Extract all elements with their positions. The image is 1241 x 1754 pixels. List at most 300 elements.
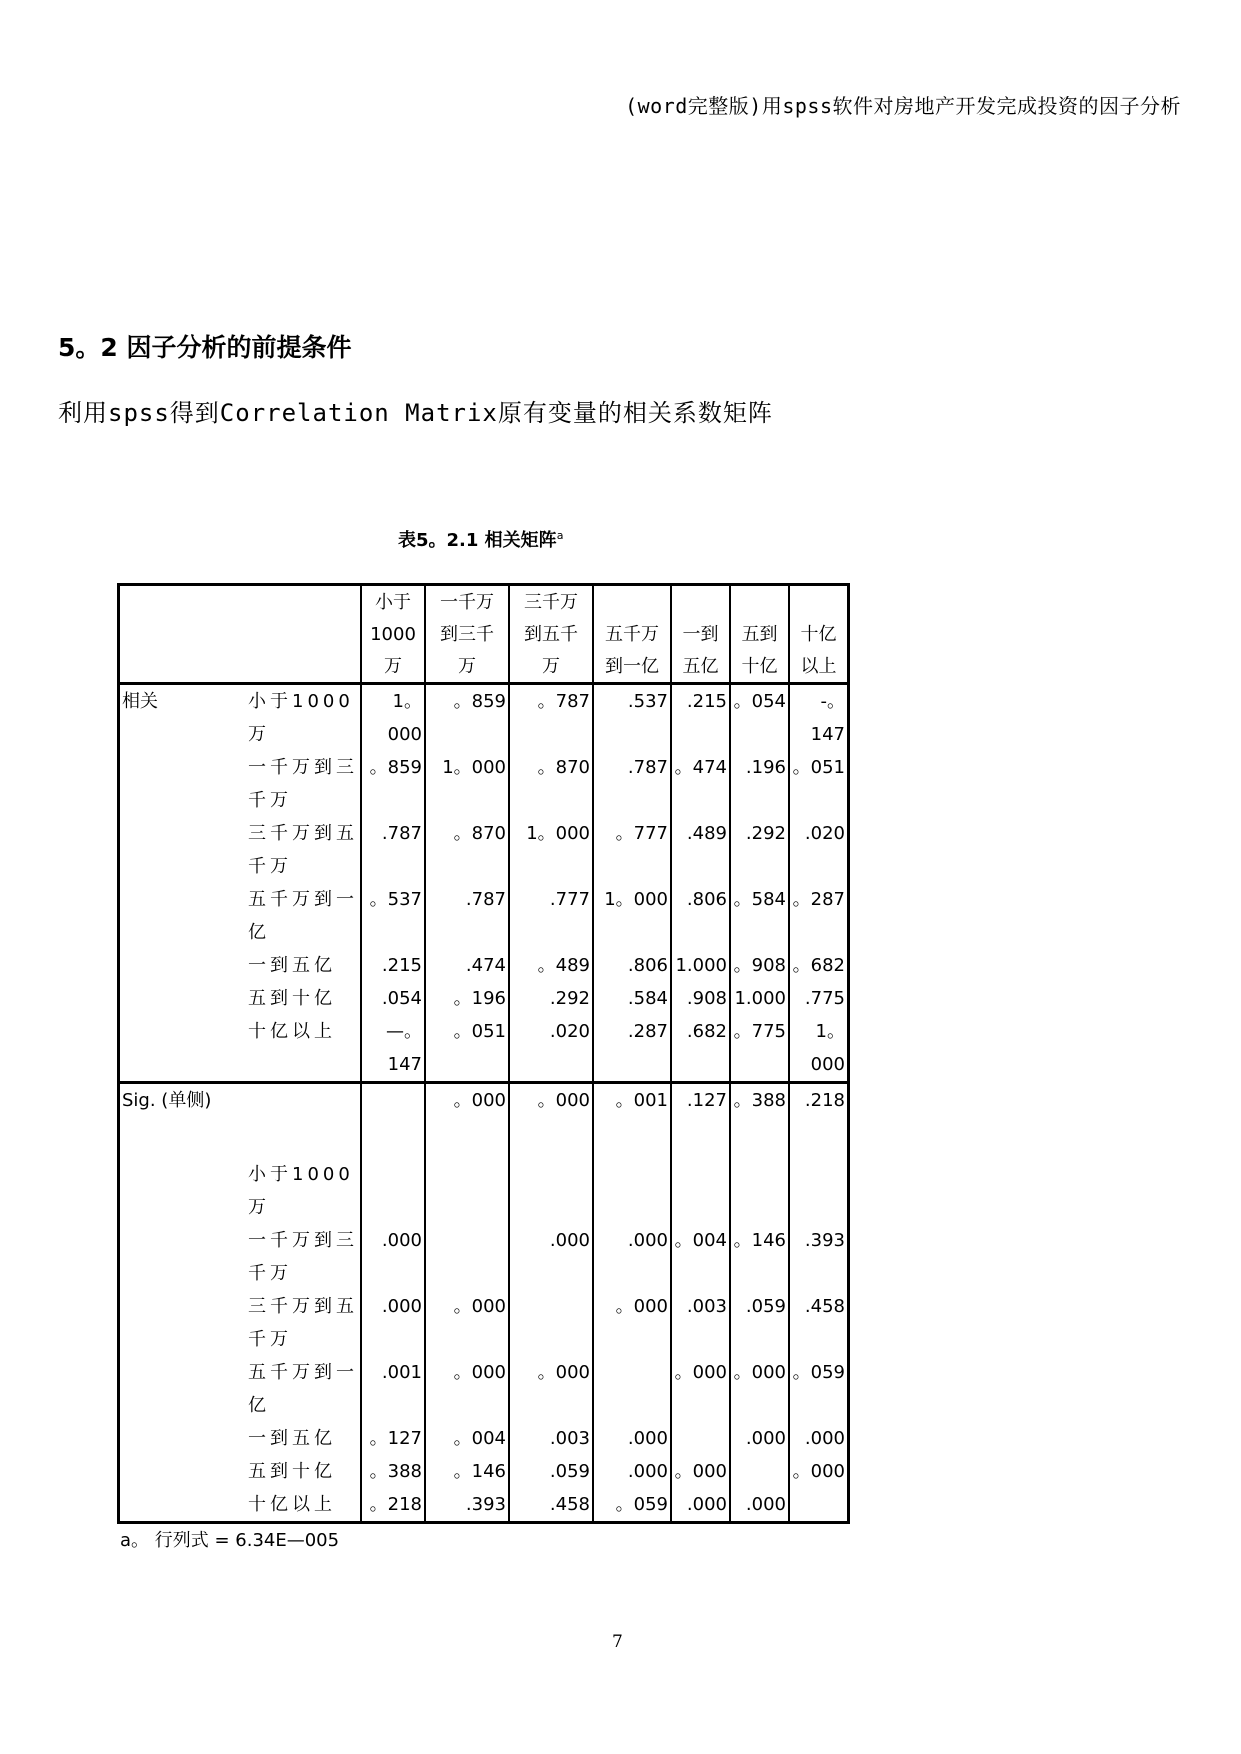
value-cell-text: .001: [381, 1362, 422, 1383]
value-cell: [425, 1356, 509, 1422]
value-cell-text: .775: [804, 988, 845, 1009]
value-cell: [671, 1158, 730, 1224]
value-cell-text: .127: [686, 1090, 727, 1111]
value-cell: [593, 949, 671, 982]
column-header-line: 万: [542, 656, 560, 677]
column-header-line: 五到: [741, 624, 778, 645]
row-group-label: [119, 684, 247, 752]
value-cell: [361, 1455, 425, 1488]
value-cell: [425, 1083, 509, 1159]
value-cell-text: 。287: [792, 889, 845, 910]
value-cell-text: 。000: [674, 1461, 727, 1482]
value-cell: [509, 751, 593, 817]
value-cell-text: 。054: [733, 691, 786, 712]
value-cell: [730, 949, 789, 982]
row-label: [246, 1356, 361, 1422]
value-cell: [789, 1455, 849, 1488]
row-label-text: 五千万到一: [248, 889, 358, 910]
value-cell: [425, 751, 509, 817]
value-cell: [361, 1356, 425, 1422]
column-header-line: 到五千: [524, 624, 578, 645]
value-cell: [593, 684, 671, 752]
column-header-line: [733, 586, 786, 618]
value-cell-text: 。127: [369, 1428, 422, 1449]
row-label: [246, 883, 361, 949]
value-cell: [671, 1083, 730, 1159]
row-label-text: 十亿以上: [248, 1021, 336, 1042]
caption-footnote-marker: a: [556, 529, 564, 542]
value-cell-text: .054: [381, 988, 422, 1009]
value-cell-text: .584: [627, 988, 668, 1009]
value-cell-text: 。004: [674, 1230, 727, 1251]
value-cell: [789, 1083, 849, 1159]
value-cell: [730, 1290, 789, 1356]
row-label: [246, 982, 361, 1015]
value-cell: [671, 1290, 730, 1356]
value-cell-text: 1。000: [526, 823, 590, 844]
value-cell-text: 。859: [453, 691, 506, 712]
value-cell-text: 。870: [453, 823, 506, 844]
section-title: 5。2 因子分析的前提条件: [58, 333, 352, 362]
table-row: [119, 1455, 849, 1488]
header-corner-cell: [119, 585, 247, 684]
table-row: [119, 1015, 849, 1083]
value-cell: [593, 751, 671, 817]
value-cell: [789, 1356, 849, 1422]
value-cell-text: .020: [549, 1021, 590, 1042]
value-cell-text: 1。000: [442, 757, 506, 778]
value-cell-text: 。489: [537, 955, 590, 976]
value-cell: [730, 1422, 789, 1455]
value-cell: [593, 1083, 671, 1159]
column-header: [425, 585, 509, 684]
row-label: [246, 684, 361, 752]
value-cell: [789, 1488, 849, 1523]
value-cell: [671, 684, 730, 752]
value-cell: [671, 1356, 730, 1422]
value-cell-text: .287: [627, 1021, 668, 1042]
value-cell-text: .787: [627, 757, 668, 778]
row-group-label: [119, 883, 247, 949]
value-cell-text: .682: [686, 1021, 727, 1042]
row-group-label-text: Sig. (单侧): [122, 1090, 212, 1111]
table-row: [119, 949, 849, 982]
value-cell-text: .000: [804, 1428, 845, 1449]
column-header-line: 十亿: [800, 624, 837, 645]
document-header: (word完整版)用spss软件对房地产开发完成投资的因子分析: [625, 94, 1181, 118]
value-cell-text: .787: [381, 823, 422, 844]
value-cell-text: .000: [549, 1230, 590, 1251]
value-cell: [425, 1455, 509, 1488]
value-cell: [789, 982, 849, 1015]
value-cell-text: 。584: [733, 889, 786, 910]
value-cell: [509, 817, 593, 883]
value-cell-text-line2: 147: [387, 1054, 422, 1075]
value-cell: [361, 1083, 425, 1159]
value-cell: [730, 982, 789, 1015]
correlation-matrix-table: [117, 583, 850, 1524]
value-cell: [509, 883, 593, 949]
value-cell-text: -。147: [810, 691, 845, 745]
value-cell-text: .215: [381, 955, 422, 976]
value-cell: [509, 1290, 593, 1356]
column-header-line: 十亿: [741, 656, 778, 677]
row-label-text-line2: 亿: [248, 922, 270, 943]
table-row: [119, 1488, 849, 1523]
value-cell-text: .908: [686, 988, 727, 1009]
value-cell-text: .000: [627, 1461, 668, 1482]
value-cell: [789, 1015, 849, 1083]
row-label-text-line2: 亿: [248, 1395, 270, 1416]
value-cell: [361, 1015, 425, 1083]
row-group-label: [119, 1083, 247, 1159]
value-cell: [789, 1224, 849, 1290]
value-cell-text: 。059: [792, 1362, 845, 1383]
value-cell-text: 。000: [453, 1090, 506, 1111]
row-label: [246, 1290, 361, 1356]
table-row: [119, 751, 849, 817]
row-group-label: [119, 1488, 247, 1523]
value-cell: [509, 1488, 593, 1523]
row-label-text: 一千万到三: [248, 1230, 358, 1251]
value-cell: [425, 684, 509, 752]
row-label: [246, 1488, 361, 1523]
row-label-text: 五千万到一: [248, 1362, 358, 1383]
value-cell: [425, 949, 509, 982]
value-cell-text: 。388: [733, 1090, 786, 1111]
value-cell: [593, 1488, 671, 1523]
value-cell-text: 。218: [369, 1494, 422, 1515]
value-cell-text: 。682: [792, 955, 845, 976]
value-cell: [789, 1290, 849, 1356]
value-cell-text: 。859: [369, 757, 422, 778]
value-cell-text: 1。000: [604, 889, 668, 910]
value-cell-text: 。777: [615, 823, 668, 844]
row-group-label: [119, 1455, 247, 1488]
value-cell: [425, 1422, 509, 1455]
value-cell: [593, 1224, 671, 1290]
table-row: [119, 1158, 849, 1224]
value-cell-text: .000: [381, 1230, 422, 1251]
value-cell-text: 。001: [615, 1090, 668, 1111]
value-cell-text: .458: [804, 1296, 845, 1317]
value-cell: [509, 1455, 593, 1488]
row-label-text: 一千万到三: [248, 757, 358, 778]
value-cell: [361, 1488, 425, 1523]
table-row: [119, 1083, 849, 1159]
row-label-text: 小于1000万: [248, 691, 354, 745]
value-cell-text: .806: [627, 955, 668, 976]
value-cell: [361, 684, 425, 752]
value-cell-text: .196: [745, 757, 786, 778]
value-cell: [509, 1422, 593, 1455]
value-cell: [593, 1158, 671, 1224]
value-cell-text: .000: [745, 1428, 786, 1449]
table-row: [119, 1356, 849, 1422]
header-corner-cell: [246, 585, 361, 684]
value-cell-text: 。146: [733, 1230, 786, 1251]
row-label: [246, 1083, 361, 1159]
page-number: 7: [612, 1632, 623, 1652]
row-group-label: [119, 1158, 247, 1224]
value-cell: [671, 1224, 730, 1290]
row-label: [246, 1158, 361, 1224]
value-cell-text: .000: [627, 1428, 668, 1449]
value-cell-text: 。000: [453, 1296, 506, 1317]
value-cell-text: .787: [465, 889, 506, 910]
column-header-line: 到一亿: [605, 656, 659, 677]
value-cell-text: .292: [745, 823, 786, 844]
value-cell-text: .393: [465, 1494, 506, 1515]
row-label-text-line2: 千万: [248, 1263, 292, 1284]
column-header-line: 一到: [682, 624, 719, 645]
value-cell: [425, 1158, 509, 1224]
value-cell: [361, 883, 425, 949]
row-label: [246, 949, 361, 982]
row-label: [246, 1015, 361, 1083]
table-caption: [398, 526, 563, 552]
value-cell-text: 。775: [733, 1021, 786, 1042]
value-cell: [730, 1158, 789, 1224]
value-cell: [509, 982, 593, 1015]
row-label-text: 五到十亿: [248, 1461, 336, 1482]
intro-paragraph: 利用spss得到Correlation Matrix原有变量的相关系数矩阵: [58, 399, 773, 427]
value-cell-text: .000: [686, 1494, 727, 1515]
row-label-text: 五到十亿: [248, 988, 336, 1009]
value-cell: [361, 1290, 425, 1356]
row-label: [246, 751, 361, 817]
table-header-row: [119, 585, 849, 684]
row-label: [246, 1455, 361, 1488]
row-label-text: 一到五亿: [248, 955, 336, 976]
value-cell: [671, 949, 730, 982]
table-row: [119, 1290, 849, 1356]
value-cell: [425, 982, 509, 1015]
column-header-line: 小于: [375, 592, 411, 613]
value-cell: [361, 1224, 425, 1290]
column-header: [730, 585, 789, 684]
row-group-label-text: 相关: [122, 691, 158, 712]
value-cell: [789, 684, 849, 752]
value-cell: [789, 883, 849, 949]
value-cell-text: .537: [627, 691, 668, 712]
table-row: [119, 1422, 849, 1455]
column-header-line: [792, 586, 845, 618]
value-cell-text: .020: [804, 823, 845, 844]
value-cell: [730, 1356, 789, 1422]
value-cell-text: 。000: [674, 1362, 727, 1383]
value-cell: [789, 751, 849, 817]
value-cell: [509, 1356, 593, 1422]
row-label-text: 十亿以上: [248, 1494, 336, 1515]
value-cell: [361, 817, 425, 883]
value-cell: [509, 1015, 593, 1083]
column-header: [361, 585, 425, 684]
value-cell: [671, 817, 730, 883]
value-cell-text: 1.000: [734, 988, 786, 1009]
value-cell-text: .777: [549, 889, 590, 910]
value-cell-text: .806: [686, 889, 727, 910]
value-cell: [361, 949, 425, 982]
value-cell: [425, 883, 509, 949]
value-cell: [509, 1224, 593, 1290]
value-cell-text: 。051: [792, 757, 845, 778]
value-cell-text: 1。000: [810, 1021, 845, 1075]
value-cell-text: 。908: [733, 955, 786, 976]
value-cell: [425, 817, 509, 883]
value-cell-text: .059: [745, 1296, 786, 1317]
value-cell: [509, 949, 593, 982]
value-cell: [361, 982, 425, 1015]
column-header-line: 到三千: [440, 624, 494, 645]
column-header-line: 一千万: [440, 592, 494, 613]
column-header-line: 1000: [370, 624, 416, 645]
column-header-line: [674, 586, 727, 618]
value-cell-text: .458: [549, 1494, 590, 1515]
column-header-line: 五亿: [682, 656, 719, 677]
column-header: [671, 585, 730, 684]
value-cell: [730, 1455, 789, 1488]
row-label-text: 三千万到五: [248, 823, 358, 844]
value-cell-text: .003: [686, 1296, 727, 1317]
value-cell: [593, 817, 671, 883]
row-group-label: [119, 817, 247, 883]
value-cell: [593, 1422, 671, 1455]
row-label: [246, 1422, 361, 1455]
value-cell-text: —。: [386, 1021, 422, 1042]
column-header-line: 以上: [800, 656, 837, 677]
row-group-label: [119, 1422, 247, 1455]
row-group-label: [119, 949, 247, 982]
value-cell: [730, 1083, 789, 1159]
value-cell-text: 。000: [733, 1362, 786, 1383]
row-label-text: 小于1000万: [248, 1164, 354, 1218]
value-cell: [425, 1224, 509, 1290]
value-cell: [730, 684, 789, 752]
value-cell-text: 。146: [453, 1461, 506, 1482]
column-header-line: 万: [458, 656, 476, 677]
column-header-line: 五千万: [605, 624, 659, 645]
row-group-label: [119, 1290, 247, 1356]
value-cell: [593, 883, 671, 949]
value-cell-text: 。004: [453, 1428, 506, 1449]
value-cell-text: .474: [465, 955, 506, 976]
value-cell: [671, 982, 730, 1015]
value-cell: [671, 1015, 730, 1083]
value-cell: [593, 1290, 671, 1356]
value-cell: [593, 982, 671, 1015]
value-cell: [425, 1290, 509, 1356]
value-cell: [671, 1488, 730, 1523]
value-cell: [593, 1356, 671, 1422]
table-row: [119, 883, 849, 949]
table-row: [119, 982, 849, 1015]
value-cell: [425, 1015, 509, 1083]
value-cell: [509, 1158, 593, 1224]
row-label-text-line2: 千万: [248, 856, 292, 877]
value-cell: [730, 1488, 789, 1523]
value-cell: [671, 751, 730, 817]
value-cell-text: .003: [549, 1428, 590, 1449]
value-cell-text: 。474: [674, 757, 727, 778]
value-cell: [361, 751, 425, 817]
row-label: [246, 1224, 361, 1290]
value-cell-text: 。000: [453, 1362, 506, 1383]
row-label-text-line2: 千万: [248, 790, 292, 811]
column-header-line: 万: [384, 656, 402, 677]
value-cell: [361, 1158, 425, 1224]
value-cell: [730, 751, 789, 817]
value-cell-text: 。000: [792, 1461, 845, 1482]
value-cell: [671, 1422, 730, 1455]
row-group-label: [119, 982, 247, 1015]
row-label-text-line2: 千万: [248, 1329, 292, 1350]
column-header: [789, 585, 849, 684]
row-group-label: [119, 1356, 247, 1422]
row-label-text: 一到五亿: [248, 1428, 336, 1449]
column-header: [593, 585, 671, 684]
value-cell-text: 。000: [615, 1296, 668, 1317]
column-header: [509, 585, 593, 684]
column-header-line: [596, 586, 668, 618]
value-cell-text: .000: [745, 1494, 786, 1515]
value-cell: [730, 883, 789, 949]
value-cell-text: 。000: [537, 1362, 590, 1383]
row-group-label: [119, 1015, 247, 1083]
value-cell-text: 。388: [369, 1461, 422, 1482]
value-cell-text: 。051: [453, 1021, 506, 1042]
value-cell-text: .292: [549, 988, 590, 1009]
value-cell-text: 。537: [369, 889, 422, 910]
caption-text: 表5。2.1 相关矩阵: [398, 530, 557, 551]
value-cell-text: .489: [686, 823, 727, 844]
value-cell: [730, 1015, 789, 1083]
value-cell: [593, 1015, 671, 1083]
table-footnote: a。 行列式 = 6.34E—005: [120, 1530, 340, 1551]
value-cell: [730, 817, 789, 883]
value-cell-text: .000: [381, 1296, 422, 1317]
value-cell-text: 。870: [537, 757, 590, 778]
value-cell: [789, 949, 849, 982]
value-cell-text: 1.000: [675, 955, 727, 976]
value-cell: [789, 817, 849, 883]
table-row: [119, 817, 849, 883]
value-cell-text: .059: [549, 1461, 590, 1482]
value-cell: [730, 1224, 789, 1290]
value-cell-text: 。787: [537, 691, 590, 712]
table-row: [119, 1224, 849, 1290]
value-cell: [425, 1488, 509, 1523]
value-cell: [789, 1422, 849, 1455]
value-cell-text: 。059: [615, 1494, 668, 1515]
table-row: [119, 684, 849, 752]
value-cell-text: .218: [804, 1090, 845, 1111]
row-group-label: [119, 751, 247, 817]
value-cell: [789, 1158, 849, 1224]
column-header-line: 三千万: [524, 592, 578, 613]
value-cell-text: 。000: [537, 1090, 590, 1111]
row-group-label: [119, 1224, 247, 1290]
value-cell-text: .215: [686, 691, 727, 712]
correlation-matrix-body: [119, 585, 849, 1523]
value-cell: [361, 1422, 425, 1455]
row-label: [246, 817, 361, 883]
value-cell-text: .000: [627, 1230, 668, 1251]
value-cell: [593, 1455, 671, 1488]
value-cell-text: 1。000: [387, 691, 422, 745]
value-cell-text: .393: [804, 1230, 845, 1251]
value-cell: [671, 883, 730, 949]
